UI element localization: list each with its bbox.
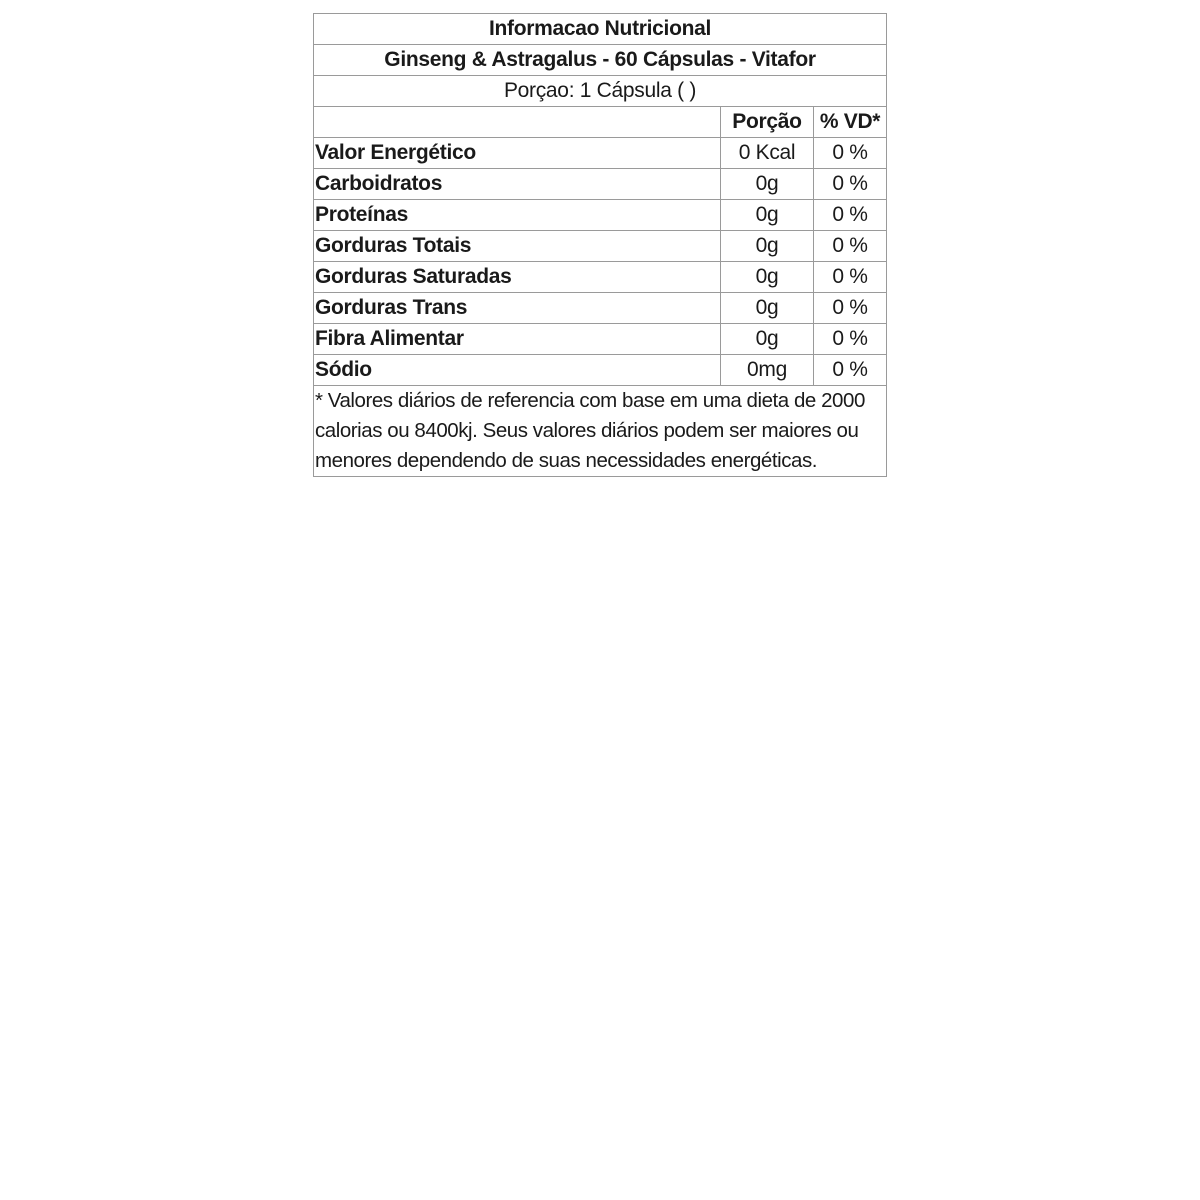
nutrient-portion: 0g [721,169,814,200]
daily-values-footnote: * Valores diários de referencia com base em uma dieta de 2000 calorias ou 8400kj. Seus valores diários podem ser maiores ou menores dependendo de suas necessidades energéticas. [314,386,887,477]
nutrient-name: Sódio [314,355,721,386]
nutrient-name: Gorduras Totais [314,231,721,262]
nutrient-portion: 0g [721,324,814,355]
nutrient-name: Fibra Alimentar [314,324,721,355]
nutrition-table [313,13,887,477]
table-row [314,324,887,355]
nutrient-vd: 0 % [814,262,887,293]
nutrient-portion: 0 Kcal [721,138,814,169]
table-row [314,262,887,293]
serving-size: Porçao: 1 Cápsula ( ) [314,76,887,107]
table-row [314,293,887,324]
label-title: Informacao Nutricional [314,14,887,45]
nutrient-name: Valor Energético [314,138,721,169]
nutrient-portion: 0mg [721,355,814,386]
nutrient-vd: 0 % [814,231,887,262]
nutrient-vd: 0 % [814,355,887,386]
table-row [314,200,887,231]
footnote-row [314,386,887,477]
nutrient-vd: 0 % [814,169,887,200]
table-row [314,231,887,262]
title-row [314,14,887,45]
serving-row [314,76,887,107]
header-nutrient [314,107,721,138]
nutrient-portion: 0g [721,293,814,324]
nutrient-name: Carboidratos [314,169,721,200]
nutrient-portion: 0g [721,231,814,262]
nutrient-portion: 0g [721,262,814,293]
nutrient-vd: 0 % [814,138,887,169]
header-row [314,107,887,138]
product-name: Ginseng & Astragalus - 60 Cápsulas - Vitafor [314,45,887,76]
nutrient-portion: 0g [721,200,814,231]
nutrient-vd: 0 % [814,200,887,231]
nutrient-name: Proteínas [314,200,721,231]
header-vd: % VD* [814,107,887,138]
nutrient-name: Gorduras Saturadas [314,262,721,293]
header-portion: Porção [721,107,814,138]
table-row [314,355,887,386]
nutrient-name: Gorduras Trans [314,293,721,324]
table-row [314,138,887,169]
table-row [314,169,887,200]
nutrient-vd: 0 % [814,324,887,355]
product-row [314,45,887,76]
nutrient-vd: 0 % [814,293,887,324]
nutrition-facts-label [313,13,886,477]
